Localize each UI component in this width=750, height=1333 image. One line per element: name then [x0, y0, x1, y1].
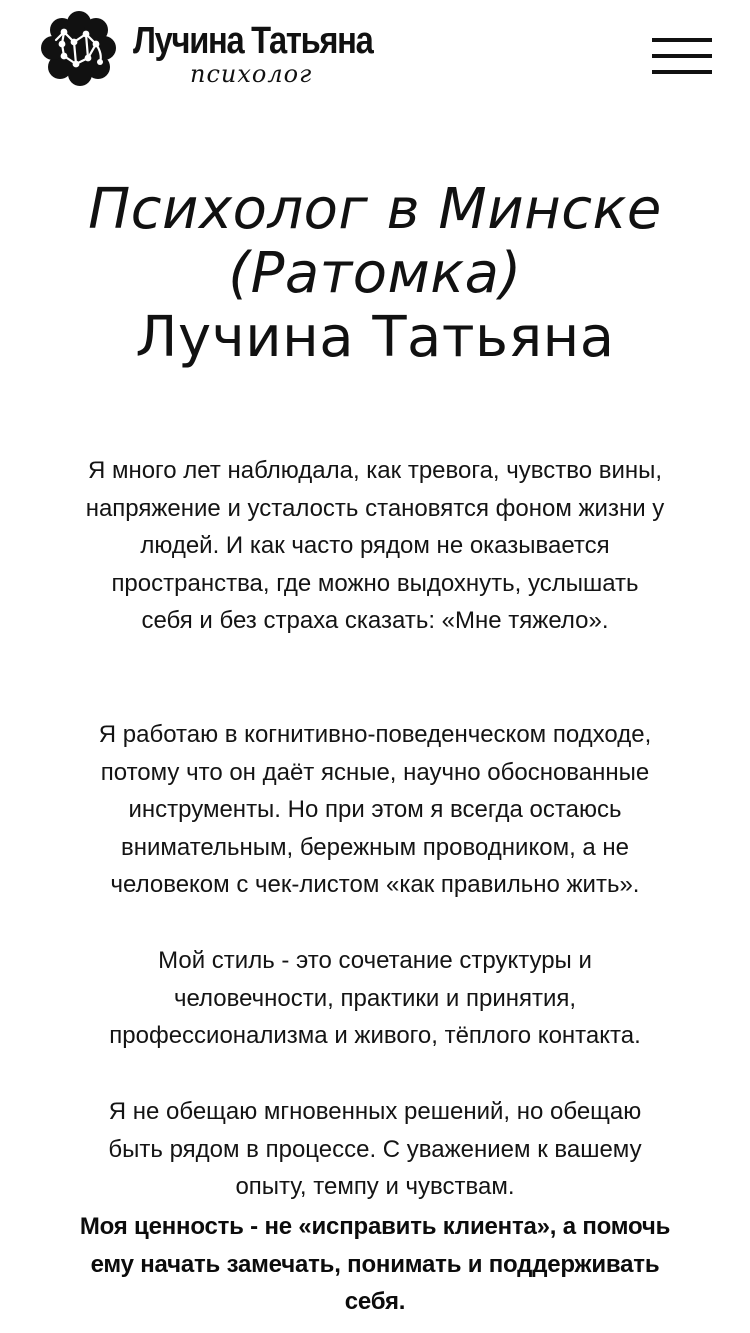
menu-bar: [652, 38, 712, 42]
text-line: потому что он даёт ясные, научно обоснованные: [100, 758, 650, 786]
intro-paragraph: [20, 452, 730, 640]
value-statement: [20, 1208, 730, 1321]
text-line: себя.: [344, 1288, 406, 1316]
title-line: (Ратомка): [228, 241, 522, 306]
text-line: быть рядом в процессе. С уважением к вашему: [108, 1135, 642, 1163]
text-line: Я не обещаю мгновенных решений, но обещаю: [108, 1098, 642, 1125]
text-line: внимательным, бережным проводником, а не: [120, 833, 630, 861]
text-line: ему начать замечать, понимать и поддерживать: [90, 1250, 660, 1278]
menu-bar: [652, 54, 712, 58]
brand-subtitle: психолог: [190, 60, 313, 88]
text-line: пространства, где можно выдохнуть, услышать: [111, 569, 639, 597]
text-line: человечности, практики и принятия,: [173, 984, 577, 1012]
text-line: себя и без страха сказать: «Мне тяжело».: [141, 607, 609, 635]
text-line: опыту, темпу и чувствам.: [235, 1173, 515, 1201]
menu-bar: [652, 70, 712, 74]
text-line: Я работаю в когнитивно-поведенческом подходе,: [98, 721, 652, 748]
approach-paragraph: [20, 716, 730, 904]
brand-name[interactable]: Лучина Татьяна: [133, 20, 373, 62]
brain-network-icon[interactable]: [40, 10, 118, 88]
text-line: профессионализма и живого, тёплого контакта.: [109, 1022, 641, 1050]
text-line: людей. И как часто рядом не оказывается: [140, 532, 610, 560]
promise-paragraph: [20, 1093, 730, 1206]
text-line: напряжение и усталость становятся фоном жизни у: [85, 494, 665, 522]
page-title: [40, 178, 710, 370]
text-line: Я много лет наблюдала, как тревога, чувство вины,: [87, 457, 663, 484]
text-line: Моя ценность - не «исправить клиента», а помочь: [79, 1213, 671, 1240]
text-line: инструменты. Но при этом я всегда остаюсь: [128, 796, 622, 824]
style-paragraph: [20, 942, 730, 1055]
text-line: человеком с чек-листом «как правильно жить».: [110, 871, 640, 899]
text-line: Мой стиль - это сочетание структуры и: [158, 947, 592, 974]
title-line: Психолог в Минске: [88, 177, 662, 242]
site-header: [0, 0, 750, 110]
hamburger-menu-icon[interactable]: [652, 38, 712, 78]
title-line: Лучина Татьяна: [135, 305, 615, 370]
